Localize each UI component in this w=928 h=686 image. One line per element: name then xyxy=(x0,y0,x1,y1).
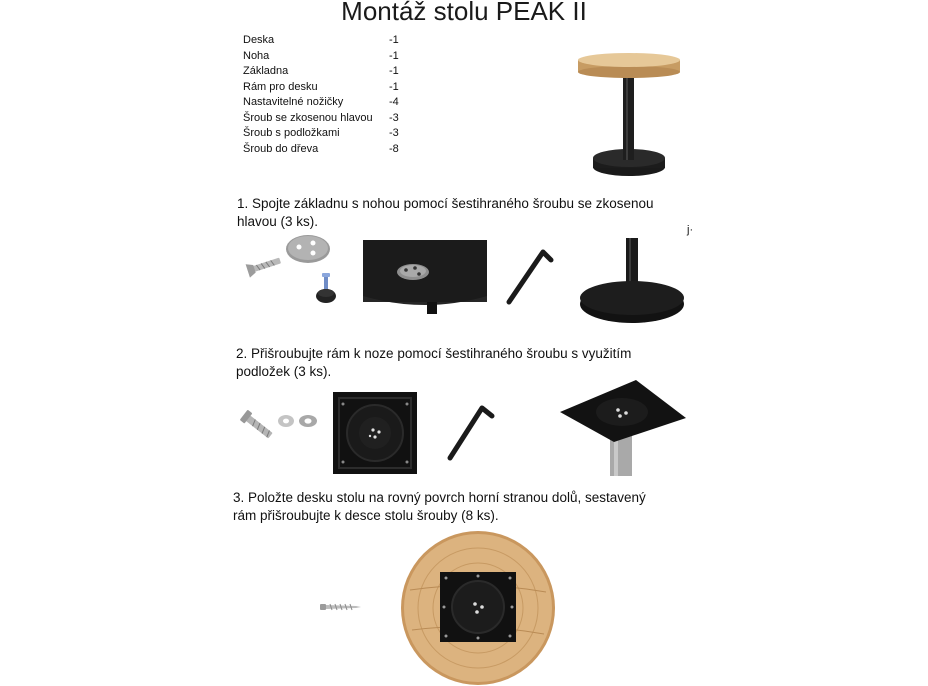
parts-row xyxy=(243,126,399,142)
parts-row xyxy=(243,111,399,127)
step-3-line-1: 3. Položte desku stolu na rovný povrch horní stranou dolů, sestavený xyxy=(233,490,646,505)
step-3-instruction xyxy=(233,489,646,525)
step-2-line-1: 2. Přišroubujte rám k noze pomocí šestihraného šroubu s využitím xyxy=(236,346,632,361)
table-product-image xyxy=(570,50,690,190)
part-name: Rám pro desku xyxy=(243,80,318,93)
countersunk-screw-image xyxy=(243,255,283,277)
hex-key-image-2 xyxy=(446,400,496,462)
parts-row xyxy=(243,95,399,111)
step-1-line-2: hlavou (3 ks). xyxy=(237,214,319,229)
table-frame-image xyxy=(333,392,417,474)
part-qty: -3 xyxy=(389,111,399,124)
parts-row xyxy=(243,33,399,49)
part-name: Šroub do dřeva xyxy=(243,142,319,155)
part-qty: -3 xyxy=(389,127,399,139)
parts-row xyxy=(243,142,399,158)
part-qty: -1 xyxy=(389,65,399,77)
part-name: Noha xyxy=(243,49,270,62)
part-qty: -1 xyxy=(389,49,399,62)
base-underside-image xyxy=(363,240,487,316)
assembled-base-image xyxy=(578,238,690,326)
parts-list xyxy=(243,33,399,157)
wood-screw-image xyxy=(318,600,362,614)
step-1-line-1: 1. Spojte základnu s nohou pomocí šestihraného šroubu se zkosenou xyxy=(237,196,654,211)
frame-mounted-on-leg-image xyxy=(558,380,688,476)
step-2-instruction xyxy=(236,345,631,381)
step-1-instruction xyxy=(237,195,654,231)
screw-with-washers-image xyxy=(238,405,322,447)
stray-mark: j· xyxy=(687,224,694,236)
part-name: Nastavitelné nožičky xyxy=(243,96,344,108)
parts-row xyxy=(243,64,399,80)
hex-key-image-1 xyxy=(505,242,555,306)
parts-row xyxy=(243,49,399,65)
adjustable-foot-image xyxy=(313,272,339,306)
parts-row xyxy=(243,80,399,96)
part-name: Deska xyxy=(243,34,275,46)
part-qty: -8 xyxy=(389,142,399,155)
part-qty: -1 xyxy=(389,80,399,93)
step-3-line-2: rám přišroubujte k desce stolu šrouby (8 ks). xyxy=(233,508,499,523)
step-2-line-2: podložek (3 ks). xyxy=(236,364,332,379)
mounting-plate-image xyxy=(285,233,331,265)
part-qty: -4 xyxy=(389,96,399,108)
part-name: Základna xyxy=(243,65,289,77)
tabletop-with-frame-image xyxy=(400,530,556,686)
part-name: Šroub s podložkami xyxy=(243,127,340,139)
page-title: Montáž stolu PEAK II xyxy=(341,0,587,26)
part-qty: -1 xyxy=(389,34,399,46)
part-name: Šroub se zkosenou hlavou xyxy=(243,111,373,124)
